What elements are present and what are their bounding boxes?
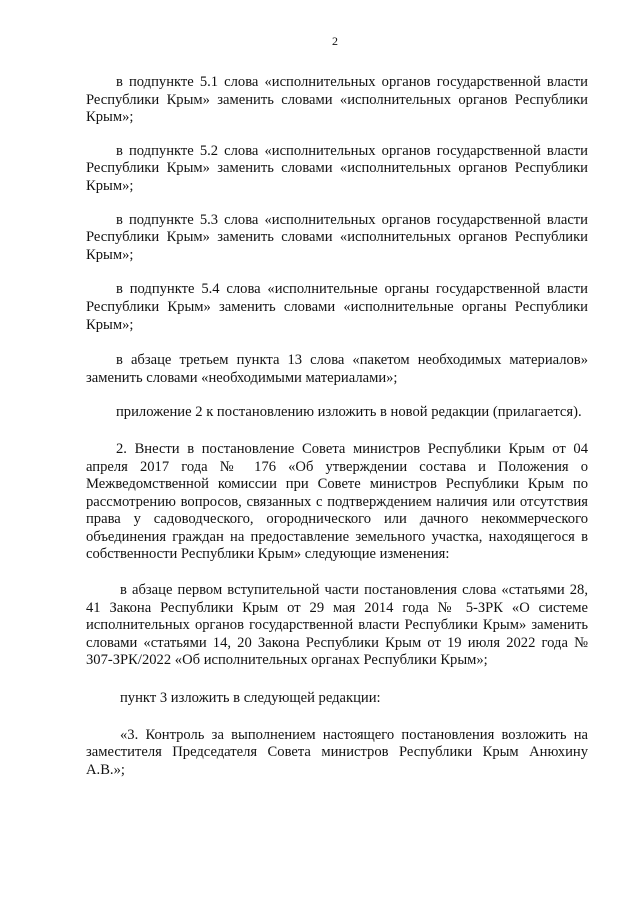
paragraph-item-3-text: «3. Контроль за выполнением настоящего постановления возложить на заместителя Председателя Совета министров Республики Крым Анюхину А.В.»; <box>86 726 588 778</box>
paragraph-subitem-5-1: в подпункте 5.1 слова «исполнительных органов государственной власти Республики Крым» заменить словами «исполнительных органов Республики Крым»; <box>86 74 588 126</box>
paragraph-subitem-5-2: в подпункте 5.2 слова «исполнительных органов государственной власти Республики Крым» заменить словами «исполнительных органов Республики Крым»; <box>86 142 588 194</box>
paragraph-subitem-5-3: в подпункте 5.3 слова «исполнительных органов государственной власти Республики Крым» заменить словами «исполнительных органов Республики Крым»; <box>86 211 588 263</box>
page-number: 2 <box>332 34 338 48</box>
paragraph-item-13: в абзаце третьем пункта 13 слова «пакетом необходимых материалов» заменить словами «необходимыми материалами»; <box>86 352 588 386</box>
paragraph-preamble-change: в абзаце первом вступительной части постановления слова «статьями 28, 41 Закона Республики Крым от 29 мая 2014 года № 5-ЗРК «О системе исполнительных органов государственной власти Республики Крым» заменить словами «статьями 14, 20 Закона Республики Крым от 19 июля 2022 года № 307-ЗРК/2022 «Об исполнительных органах Республики Крым»; <box>86 582 588 669</box>
paragraph-appendix-2: приложение 2 к постановлению изложить в новой редакции (прилагается). <box>116 404 582 421</box>
paragraph-section-2: 2. Внести в постановление Совета министров Республики Крым от 04 апреля 2017 года № 176 «Об утверждении состава и Положения о Межведомственной комиссии при Совете министров Республики Крым по рассмотрению вопросов, связанных с подтверждением наличия или отсутствия права у садоводческого, огороднического или дачного некоммерческого объединения граждан на предоставление земельного участка, находящегося в собственности Республики Крым» следующие изменения: <box>86 440 588 563</box>
paragraph-item-3-intro: пункт 3 изложить в следующей редакции: <box>120 690 381 707</box>
paragraph-subitem-5-4: в подпункте 5.4 слова «исполнительные органы государственной власти Республики Крым» заменить словами «исполнительные органы Республики Крым»; <box>86 281 588 333</box>
document-body <box>86 74 588 779</box>
